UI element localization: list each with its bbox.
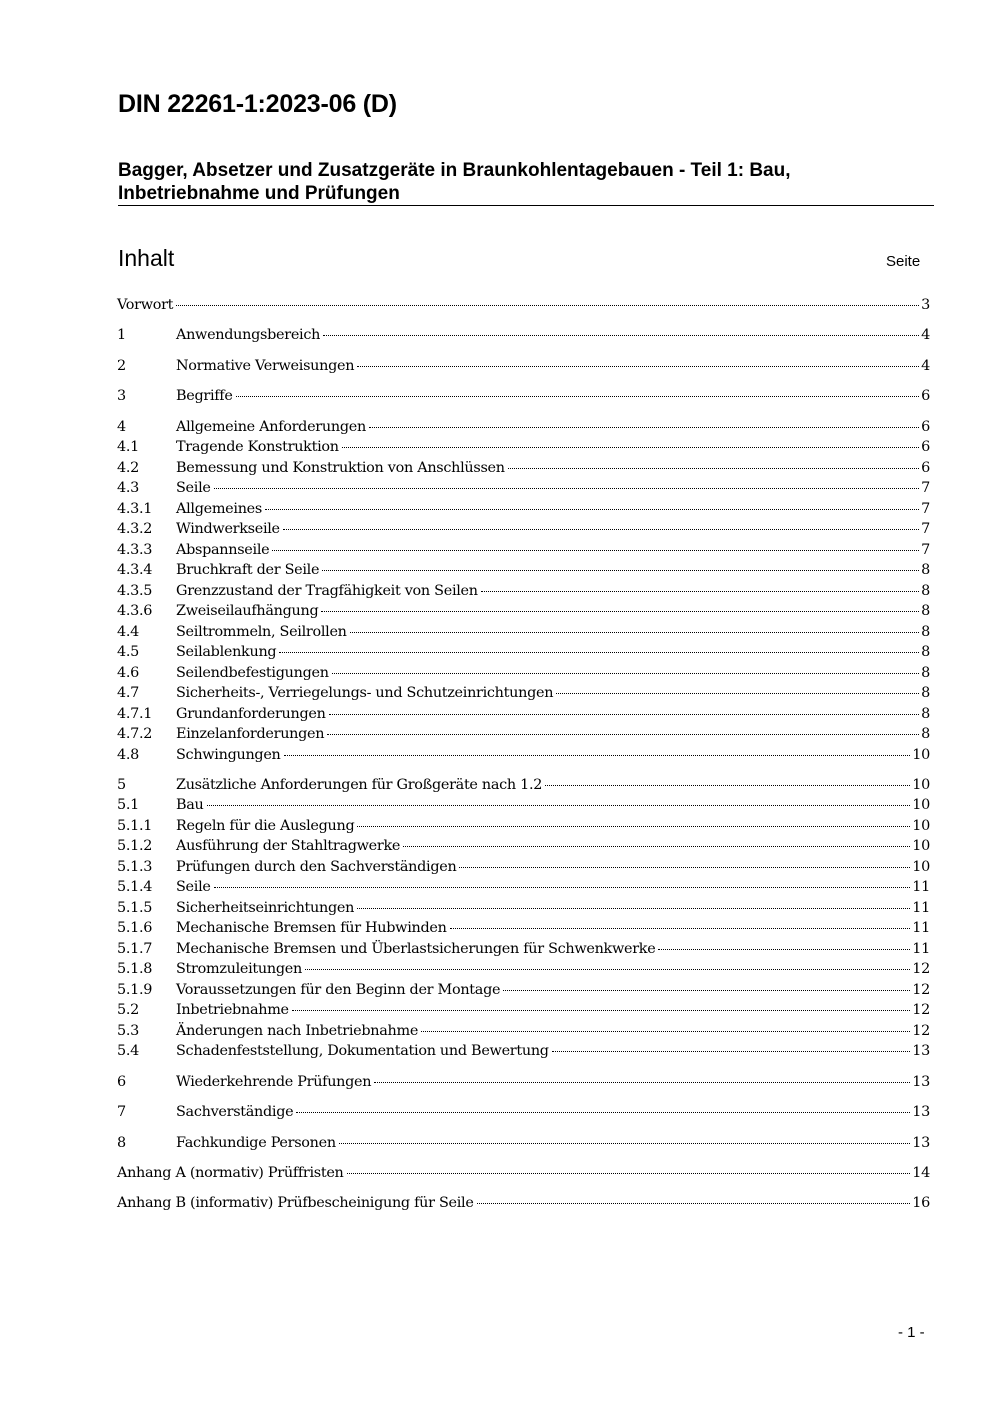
toc-entry-label: Normative Verweisungen (176, 357, 355, 374)
toc-entry[interactable] (117, 920, 930, 941)
toc-entry-number: 4.7.1 (117, 705, 153, 722)
toc-entry-number: 3 (117, 388, 126, 405)
toc-entry[interactable] (117, 521, 930, 542)
toc-entry[interactable] (117, 419, 930, 440)
toc-entry-number: 7 (117, 1104, 126, 1121)
toc-entry[interactable] (117, 900, 930, 921)
toc-entry-number: 5.1.2 (117, 838, 153, 855)
toc-entry-page: 4 (921, 357, 930, 374)
toc-entry-label: Begriffe (176, 388, 233, 405)
toc-entry-label: Abspannseile (176, 541, 270, 558)
toc-entry-label: Bau (176, 797, 204, 814)
toc-entry-page: 13 (912, 1134, 930, 1151)
toc-entry-number: 4.3.4 (117, 562, 153, 579)
toc-entry-number: 5.1.7 (117, 940, 153, 957)
toc-entry[interactable] (117, 439, 930, 460)
toc-entry[interactable] (117, 838, 930, 859)
dot-leader (481, 591, 919, 592)
toc-entry-page: 12 (912, 961, 930, 978)
toc-entry[interactable] (117, 460, 930, 481)
table-of-contents (117, 297, 930, 1216)
toc-entry-page: 11 (912, 879, 930, 896)
dot-leader (322, 570, 919, 571)
dot-leader (207, 805, 911, 806)
dot-leader (347, 1173, 911, 1174)
dot-leader (305, 969, 910, 970)
dot-leader (214, 887, 911, 888)
toc-entry[interactable] (117, 1074, 930, 1095)
toc-entry-label: Seiltrommeln, Seilrollen (176, 623, 347, 640)
page-number: - 1 - (898, 1324, 925, 1341)
dot-leader (658, 949, 910, 950)
toc-entry-page: 7 (921, 480, 930, 497)
toc-entry[interactable] (117, 777, 930, 798)
toc-entry-label: Schadenfeststellung, Dokumentation und Bewertung (176, 1043, 549, 1060)
toc-entry[interactable] (117, 685, 930, 706)
dot-leader (477, 1203, 911, 1204)
toc-entry[interactable] (117, 1195, 930, 1216)
toc-entry[interactable] (117, 879, 930, 900)
toc-entry-page: 8 (921, 603, 930, 620)
toc-entry-number: 4.3.1 (117, 500, 153, 517)
toc-entry-label: Sachverständige (176, 1104, 294, 1121)
toc-entry-page: 6 (921, 418, 930, 435)
toc-entry[interactable] (117, 297, 930, 318)
page-column-label: Seite (886, 253, 921, 270)
toc-entry-number: 4.7 (117, 685, 139, 702)
dot-leader (403, 846, 910, 847)
toc-entry-number: 4.3.3 (117, 541, 153, 558)
toc-entry[interactable] (117, 706, 930, 727)
dot-leader (323, 335, 919, 336)
toc-entry-label: Sicherheitseinrichtungen (176, 899, 355, 916)
toc-entry[interactable] (117, 859, 930, 880)
dot-leader (357, 908, 910, 909)
dot-leader (329, 714, 920, 715)
toc-entry-label: Grenzzustand der Tragfähigkeit von Seilen (176, 582, 478, 599)
toc-entry-page: 10 (912, 797, 930, 814)
toc-entry-page: 6 (921, 388, 930, 405)
toc-entry-number: 4.4 (117, 623, 139, 640)
toc-entry-page: 12 (912, 1022, 930, 1039)
toc-entry-page: 10 (912, 776, 930, 793)
dot-leader (545, 785, 910, 786)
toc-entry-page: 12 (912, 1002, 930, 1019)
toc-entry-number: 5 (117, 776, 126, 793)
toc-entry[interactable] (117, 1043, 930, 1064)
toc-entry[interactable] (117, 1165, 930, 1186)
dot-leader (369, 427, 919, 428)
toc-entry-number: 5.1.3 (117, 858, 153, 875)
toc-entry-label: Schwingungen (176, 746, 281, 763)
dot-leader (374, 1082, 910, 1083)
toc-entry-page: 7 (921, 541, 930, 558)
toc-entry-label: Grundanforderungen (176, 705, 326, 722)
document-title: Bagger, Absetzer und Zusatzgeräte in Braunkohlentagebauen - Teil 1: Bau, Inbetriebnahme und Prüfungen (118, 160, 791, 204)
toc-entry-label: Einzelanforderungen (176, 726, 325, 743)
toc-entry-label: Fachkundige Personen (176, 1134, 336, 1151)
dot-leader (265, 509, 919, 510)
dot-leader (350, 632, 919, 633)
toc-entry-label: Stromzuleitungen (176, 961, 302, 978)
dot-leader (552, 1051, 911, 1052)
toc-entry-label: Seile (176, 879, 211, 896)
toc-entry-page: 10 (912, 746, 930, 763)
toc-entry[interactable] (117, 542, 930, 563)
toc-entry-page: 13 (912, 1043, 930, 1060)
toc-entry[interactable] (117, 818, 930, 839)
toc-entry[interactable] (117, 1002, 930, 1023)
toc-entry-number: 8 (117, 1134, 126, 1151)
toc-entry[interactable] (117, 747, 930, 768)
toc-entry-page: 6 (921, 439, 930, 456)
dot-leader (342, 447, 919, 448)
toc-entry-page: 8 (921, 623, 930, 640)
dot-leader (283, 529, 919, 530)
toc-entry[interactable] (117, 961, 930, 982)
toc-entry-number: 5.1.4 (117, 879, 153, 896)
dot-leader (214, 488, 920, 489)
toc-entry-number: 5.1.6 (117, 920, 153, 937)
toc-entry-label: Bruchkraft der Seile (176, 562, 320, 579)
toc-entry-number: 2 (117, 357, 126, 374)
toc-entry-label: Prüfungen durch den Sachverständigen (176, 858, 457, 875)
toc-entry-page: 12 (912, 981, 930, 998)
dot-leader (292, 1010, 911, 1011)
toc-entry[interactable] (117, 358, 930, 379)
toc-entry-page: 4 (921, 327, 930, 344)
toc-entry-number: 5.1.9 (117, 981, 153, 998)
dot-leader (296, 1112, 910, 1113)
toc-entry-number: 4.3.2 (117, 521, 153, 538)
toc-entry[interactable] (117, 644, 930, 665)
toc-entry[interactable] (117, 941, 930, 962)
toc-entry[interactable] (117, 1023, 930, 1044)
toc-entry-page: 8 (921, 685, 930, 702)
toc-entry-page: 10 (912, 838, 930, 855)
toc-entry-label: Allgemeines (176, 500, 262, 517)
toc-entry-number: 5.1 (117, 797, 139, 814)
toc-entry-label: Tragende Konstruktion (176, 439, 339, 456)
toc-entry-number: 4.6 (117, 664, 139, 681)
toc-entry-number: 5.1.8 (117, 961, 153, 978)
toc-entry-number: 5.2 (117, 1002, 139, 1019)
dot-leader (421, 1031, 910, 1032)
dot-leader (357, 826, 910, 827)
document-id: DIN 22261-1:2023-06 (D) (118, 90, 397, 118)
toc-entry-label: Vorwort (117, 297, 174, 313)
toc-entry-number: 4.7.2 (117, 726, 153, 743)
toc-entry-label: Regeln für die Auslegung (176, 817, 355, 834)
toc-entry-page: 8 (921, 582, 930, 599)
toc-entry-page: 8 (921, 644, 930, 661)
toc-entry[interactable] (117, 327, 930, 348)
dot-leader (332, 673, 919, 674)
toc-entry-number: 4.1 (117, 439, 139, 456)
dot-leader (459, 867, 910, 868)
toc-entry-page: 10 (912, 858, 930, 875)
toc-entry-label: Seilendbefestigungen (176, 664, 329, 681)
toc-entry-label: Sicherheits-, Verriegelungs- und Schutzeinrichtungen (176, 685, 554, 702)
toc-entry-page: 8 (921, 562, 930, 579)
toc-entry-label: Mechanische Bremsen für Hubwinden (176, 920, 447, 937)
toc-entry-label: Anhang B (informativ) Prüfbescheinigung für Seile (117, 1195, 474, 1212)
toc-entry-page: 13 (912, 1104, 930, 1121)
toc-entry-number: 6 (117, 1073, 126, 1090)
toc-entry[interactable] (117, 797, 930, 818)
dot-leader (357, 366, 919, 367)
toc-entry-page: 11 (912, 920, 930, 937)
toc-entry[interactable] (117, 480, 930, 501)
toc-entry-page: 16 (912, 1195, 930, 1212)
toc-entry-page: 3 (921, 297, 930, 313)
toc-entry-label: Zweiseilaufhängung (176, 603, 319, 620)
toc-entry-label: Änderungen nach Inbetriebnahme (176, 1022, 419, 1039)
toc-entry[interactable] (117, 665, 930, 686)
toc-entry-page: 11 (912, 899, 930, 916)
dot-leader (176, 305, 919, 306)
toc-entry-page: 8 (921, 664, 930, 681)
toc-entry-number: 4 (117, 418, 126, 435)
toc-entry-number: 4.5 (117, 644, 139, 661)
dot-leader (272, 550, 919, 551)
toc-entry-label: Windwerkseile (176, 521, 280, 538)
toc-entry-number: 4.3.5 (117, 582, 153, 599)
toc-entry-page: 8 (921, 726, 930, 743)
toc-entry[interactable] (117, 982, 930, 1003)
toc-entry-page: 11 (912, 940, 930, 957)
toc-entry-number: 5.3 (117, 1022, 139, 1039)
dot-leader (321, 611, 919, 612)
toc-entry-page: 13 (912, 1073, 930, 1090)
toc-entry[interactable] (117, 624, 930, 645)
toc-entry-page: 10 (912, 817, 930, 834)
toc-entry[interactable] (117, 726, 930, 747)
toc-entry-page: 8 (921, 705, 930, 722)
dot-leader (508, 468, 919, 469)
toc-entry-label: Seile (176, 480, 211, 497)
toc-entry-label: Wiederkehrende Prüfungen (176, 1073, 372, 1090)
toc-entry-page: 7 (921, 521, 930, 538)
toc-entry-page: 14 (912, 1165, 930, 1182)
dot-leader (236, 396, 920, 397)
toc-entry-label: Zusätzliche Anforderungen für Großgeräte nach 1.2 (176, 776, 543, 793)
toc-entry-page: 6 (921, 459, 930, 476)
toc-entry[interactable] (117, 501, 930, 522)
toc-entry-label: Allgemeine Anforderungen (176, 418, 366, 435)
toc-entry-label: Seilablenkung (176, 644, 277, 661)
dot-leader (556, 693, 919, 694)
toc-entry-label: Voraussetzungen für den Beginn der Montage (176, 981, 501, 998)
toc-entry[interactable] (117, 562, 930, 583)
toc-heading: Inhalt (118, 245, 175, 271)
toc-entry-number: 4.8 (117, 746, 139, 763)
toc-entry-label: Inbetriebnahme (176, 1002, 289, 1019)
toc-entry-number: 1 (117, 327, 126, 344)
toc-entry-number: 5.1.1 (117, 817, 153, 834)
dot-leader (339, 1143, 910, 1144)
toc-entry-number: 4.3.6 (117, 603, 153, 620)
toc-entry[interactable] (117, 1104, 930, 1125)
toc-entry[interactable] (117, 1135, 930, 1156)
dot-leader (284, 755, 911, 756)
toc-entry[interactable] (117, 603, 930, 624)
dot-leader (503, 990, 910, 991)
toc-entry-number: 4.3 (117, 480, 139, 497)
toc-entry[interactable] (117, 388, 930, 409)
toc-entry-label: Mechanische Bremsen und Überlastsicherungen für Schwenkwerke (176, 940, 656, 957)
title-rule (118, 205, 934, 206)
dot-leader (327, 734, 919, 735)
toc-entry-number: 5.4 (117, 1043, 139, 1060)
toc-entry-number: 4.2 (117, 459, 139, 476)
toc-entry-page: 7 (921, 500, 930, 517)
toc-entry-label: Bemessung und Konstruktion von Anschlüssen (176, 459, 505, 476)
dot-leader (279, 652, 919, 653)
toc-entry[interactable] (117, 583, 930, 604)
dot-leader (450, 928, 911, 929)
toc-entry-label: Ausführung der Stahltragwerke (176, 838, 401, 855)
toc-entry-label: Anwendungsbereich (176, 327, 321, 344)
toc-entry-label: Anhang A (normativ) Prüffristen (117, 1165, 344, 1182)
toc-entry-number: 5.1.5 (117, 899, 153, 916)
